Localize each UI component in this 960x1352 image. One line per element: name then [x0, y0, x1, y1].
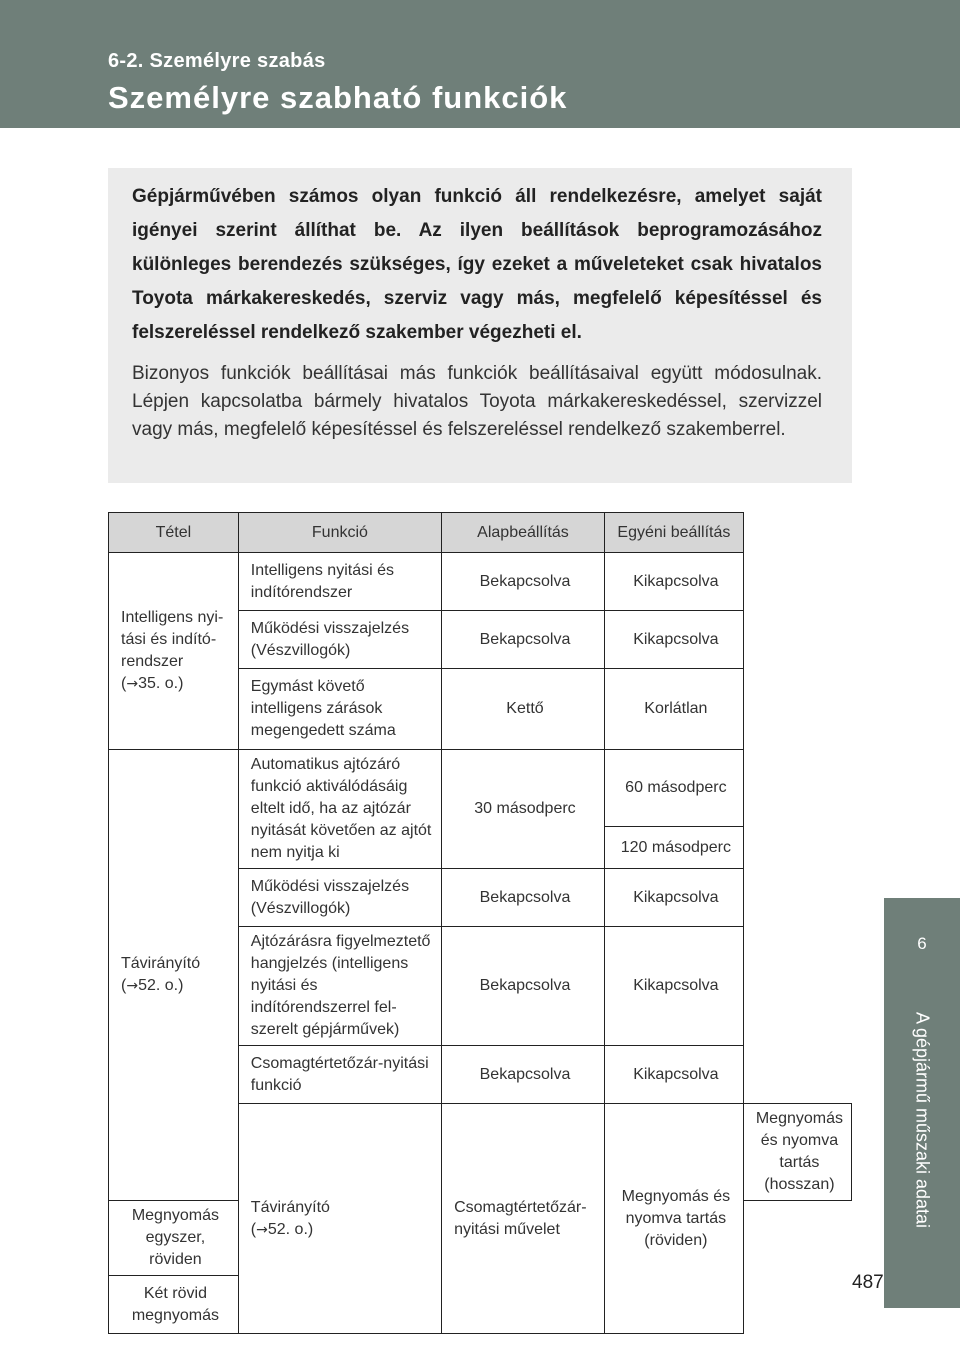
item-name: Távirányító: [121, 955, 201, 972]
default-cell: Megnyomás és nyomva tartás (röviden): [604, 1104, 743, 1334]
page-title: Személyre szabható funkciók: [108, 80, 568, 115]
function-cell: Ajtózárásra figyelmeztető hangjelzés (intelligens nyitási és indítórendszerrel felszerelt gépjárművek): [238, 927, 441, 1046]
arrow-right-icon: →: [256, 1221, 268, 1238]
chapter-side-tab: [884, 898, 960, 1308]
custom-cell: Megnyomás és nyomva tartás (hosszan): [743, 1104, 851, 1201]
item-cell: Távirányító (→52. o.): [109, 750, 239, 1201]
default-cell: Bekapcsolva: [442, 869, 605, 927]
custom-cell: 60 másodperc: [604, 750, 743, 827]
default-cell: Bekapcsolva: [442, 927, 605, 1046]
item-name: Intelligens nyitási és indítórendszer: [121, 609, 224, 670]
custom-cell: Megnyomás egyszer, röviden: [109, 1201, 239, 1276]
function-cell: Automatikus ajtózáró funkció aktiválódásáig eltelt idő, ha az ajtózár nyitását követően az ajtót nem nyitja ki: [238, 750, 441, 869]
header-default: Alapbeállítás: [442, 513, 605, 553]
default-cell: Kettő: [442, 669, 605, 750]
function-cell: Csomagtértetőzár-nyitási művelet: [442, 1104, 605, 1334]
intro-normal-paragraph: Bizonyos funkciók beállításai más funkciók beállításaival együtt módosulnak. Lépjen kapcsolatba bármely hivatalos Toyota márkakereskedéssel, szervizzel vagy más, megfelelő képesítéssel és felszereléssel rendelkező szakemberrel.: [132, 363, 822, 440]
intro-bold-paragraph: Gépjárművében számos olyan funkció áll rendelkezésre, amelyet saját igényei szerint állíthat be. Az ilyen beállítások beprogramozásához különleges berendezés szükséges, így ezeket a műveleteket csak hivatalos Toyota márkakereskedés, szerviz vagy más, megfelelő képesítéssel és felszereléssel rendelkező szakember végezheti el.: [132, 186, 822, 343]
function-cell: Intelligens nyitási és indítórendszer: [238, 553, 441, 611]
table-row: [109, 750, 852, 827]
chapter-number: 6: [917, 934, 927, 953]
table-header-row: [109, 513, 852, 553]
item-page-ref: 52. o.): [267, 1220, 314, 1238]
function-cell: Csomagtértetőzár-nyitási funkció: [238, 1046, 441, 1104]
settings-table: [108, 512, 852, 1334]
item-page-ref: 52. o.): [138, 977, 184, 994]
custom-cell: Kikapcsolva: [604, 553, 743, 611]
function-cell: Működési visszajelzés (Vészvillogók): [238, 869, 441, 927]
item-name: Távirányító: [250, 1198, 330, 1216]
header-function: Funkció: [238, 513, 441, 553]
page-number: 487: [852, 1272, 884, 1293]
function-cell: Egymást követő intelligens zárások megengedett száma: [238, 669, 441, 750]
custom-cell: Kikapcsolva: [604, 927, 743, 1046]
intro-box: [108, 168, 852, 483]
custom-cell: Kikapcsolva: [604, 869, 743, 927]
default-cell: Bekapcsolva: [442, 1046, 605, 1104]
default-cell: Bekapcsolva: [442, 553, 605, 611]
section-label: 6-2. Személyre szabás: [108, 50, 326, 72]
custom-cell: Korlátlan: [604, 669, 743, 750]
item-page-ref: 35. o.): [138, 675, 184, 692]
arrow-right-icon: →: [126, 978, 139, 994]
table-row: [109, 553, 852, 611]
chapter-label: A gépjármű műszaki adatai: [912, 1011, 933, 1229]
default-cell: 30 másodperc: [442, 750, 605, 869]
item-cell: Távirányító (→52. o.): [238, 1104, 441, 1334]
item-cell: Intelligens nyitási és indítórendszer (→35. o.): [109, 553, 239, 750]
header-custom: Egyéni beállítás: [604, 513, 743, 553]
chapter-header: [0, 0, 960, 128]
function-cell: Működési visszajelzés (Vészvillogók): [238, 611, 441, 669]
custom-cell: Kikapcsolva: [604, 611, 743, 669]
arrow-right-icon: →: [126, 676, 139, 692]
custom-cell: Két rövid megnyomás: [109, 1276, 239, 1334]
custom-cell: Kikapcsolva: [604, 1046, 743, 1104]
default-cell: Bekapcsolva: [442, 611, 605, 669]
header-item: Tétel: [109, 513, 239, 553]
custom-cell: 120 másodperc: [604, 827, 743, 869]
